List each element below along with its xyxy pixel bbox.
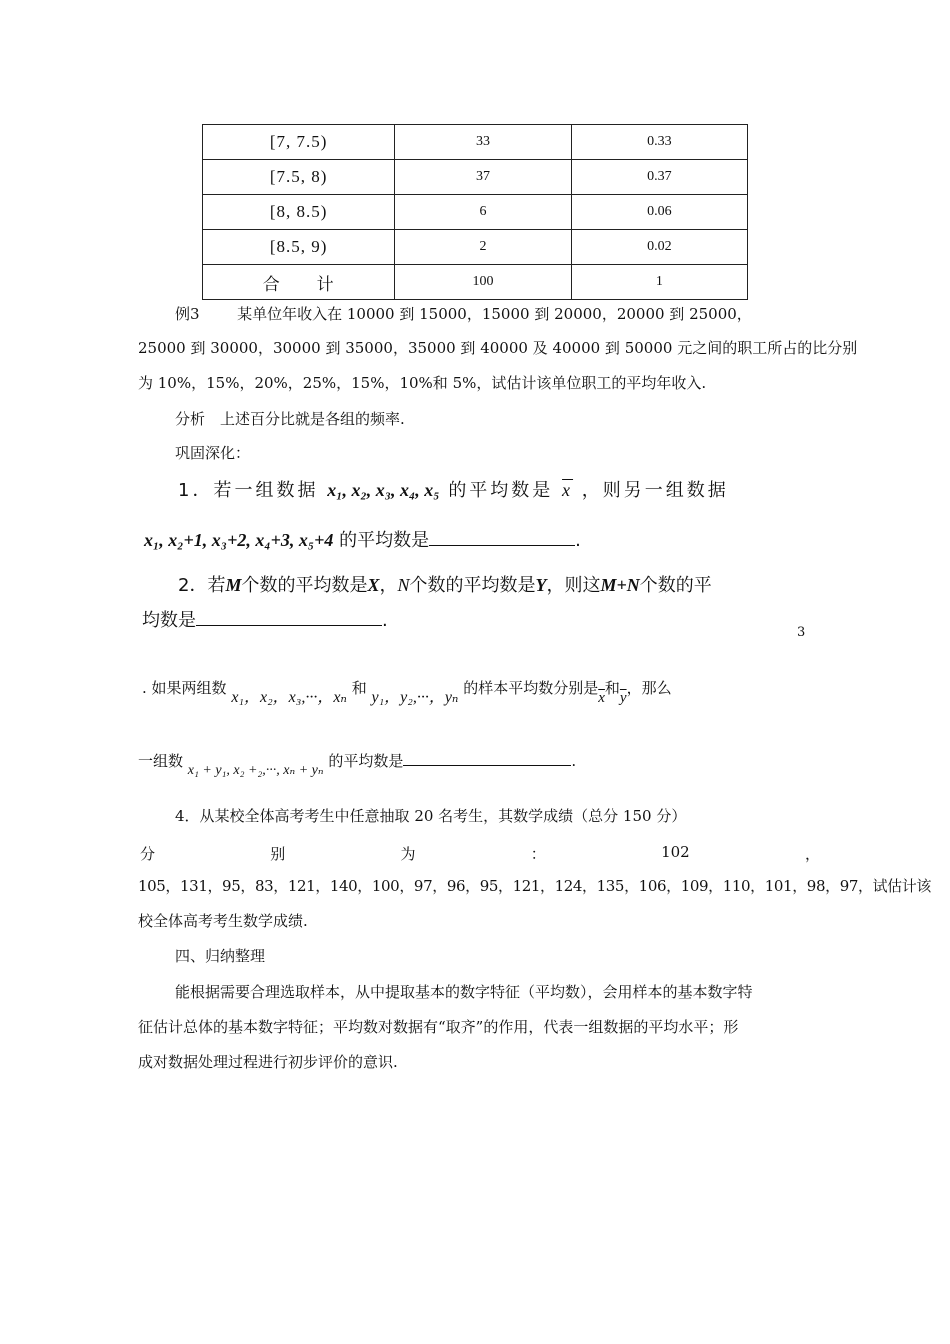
question2-text2: 个数的平均数是: [409, 575, 536, 596]
question2-text1: 个数的平均数是: [241, 575, 368, 596]
frequency-cell: 0.02: [571, 230, 747, 265]
question1-vars: x₁, x₂, x₃, x₄, x₅: [327, 480, 440, 500]
y-bar: $\overline{y}$: [619, 690, 627, 706]
spread-word: 为: [400, 845, 416, 863]
question1-line1: [178, 481, 729, 500]
period: .: [571, 752, 577, 770]
question3-expr: x₁ + y₁, x₂ +₂,···, xₙ + yₙ: [187, 763, 324, 778]
question3-line2: [138, 752, 577, 778]
table-row: [203, 125, 748, 160]
question3-mid: 的样本平均数分别是: [463, 679, 599, 697]
total-count-cell: 100: [395, 265, 571, 300]
frequency-cell: 0.06: [571, 195, 747, 230]
question4-line1: 4．从某校全体高考考生中任意抽取 20 名考生，其数学成绩（总分 150 分）: [175, 807, 687, 825]
question2-text3: ，则这: [546, 575, 601, 596]
frequency-table: [202, 124, 748, 300]
question3-prefix: . 如果两组数: [142, 679, 227, 697]
question3-ys: y₁，y₂,···，yₙ: [371, 689, 459, 706]
var-Y: Y: [535, 575, 547, 595]
question4-line4: 校全体高考考生数学成绩.: [138, 912, 308, 930]
question3-xs: x₁，x₂，x₃,···，xₙ: [231, 689, 347, 706]
total-frequency-cell: 1: [571, 265, 747, 300]
question3-tail: ，那么: [626, 679, 672, 697]
count-cell: 33: [395, 125, 571, 160]
count-cell: 6: [395, 195, 571, 230]
total-label-cell: 合 计: [203, 265, 395, 300]
question3-line2-mid: 的平均数是: [328, 752, 404, 770]
spread-word: 别: [270, 845, 286, 863]
interval-cell: [8, 8.5): [203, 195, 395, 230]
question2-text4: 个数的平: [639, 575, 712, 596]
table-total-row: [203, 265, 748, 300]
var-M: M: [225, 575, 242, 595]
comma: ，: [379, 575, 398, 596]
analysis-text: 分析 上述百分比就是各组的频率.: [175, 410, 405, 428]
spread-word: ：: [530, 845, 546, 863]
example3-text: 某单位年收入在 10000 到 15000，15000 到 20000，20000 到 25000，: [237, 305, 752, 323]
question3-line2-prefix: 一组数: [138, 752, 184, 770]
spread-word: 102: [661, 843, 690, 861]
question4-line3: 105，131，95，83，121，140，100，97，96，95，121，124，135，106，109，110，101，98，97，试估计该: [138, 877, 931, 895]
interval-cell: [7.5, 8): [203, 160, 395, 195]
question1-prefix: 1．若一组数据: [178, 480, 319, 501]
x-bar: $\overline{x}$: [598, 690, 605, 706]
question4-line2: [140, 843, 820, 864]
table-row: [203, 160, 748, 195]
question1-xbar: $\overline{x}$: [562, 480, 574, 500]
question1-middle: 的平均数是: [448, 480, 554, 501]
question1-line2: [144, 531, 581, 550]
answer-blank[interactable]: [196, 625, 382, 626]
example3-label: 例3: [175, 305, 200, 323]
question1-suffix: ，则另一组数据: [581, 480, 729, 501]
question3-line1: [142, 679, 672, 706]
table-row: [203, 230, 748, 265]
spread-word: ，: [804, 845, 820, 863]
and-text: 和: [604, 679, 620, 697]
answer-blank[interactable]: [403, 765, 571, 766]
frequency-cell: 0.33: [571, 125, 747, 160]
section4-line3: 成对数据处理过程进行初步评价的意识.: [138, 1053, 398, 1071]
var-M-plus-N: M+N: [600, 575, 640, 595]
question2-prefix: 2．若: [178, 575, 226, 596]
period: .: [382, 610, 388, 631]
question2-line2: [142, 612, 388, 630]
section4-line1: 能根据需要合理选取样本，从中提取基本的数字特征（平均数），会用样本的基本数字特: [175, 983, 753, 1001]
interval-cell: [8.5, 9): [203, 230, 395, 265]
question1-tail: 的平均数是: [339, 530, 430, 551]
frequency-cell: 0.37: [571, 160, 747, 195]
spread-word: 分: [140, 845, 156, 863]
answer-blank[interactable]: [429, 545, 575, 546]
example3-line1: [175, 307, 752, 322]
question2-line1: [178, 576, 712, 595]
table-row: [203, 195, 748, 230]
question2-line2-text: 均数是: [142, 610, 196, 631]
section4-line2: 征估计总体的基本数字特征；平均数对数据有“取齐”的作用，代表一组数据的平均水平；形: [138, 1018, 739, 1036]
count-cell: 2: [395, 230, 571, 265]
and-text: 和: [351, 679, 367, 697]
question1-expr: x₁, x₂+1, x₃+2, x₄+3, x₅+4: [144, 530, 334, 550]
count-cell: 37: [395, 160, 571, 195]
interval-cell: [7, 7.5): [203, 125, 395, 160]
question3-number: 3: [797, 625, 806, 640]
period: .: [575, 530, 581, 551]
example3-line2: 25000 到 30000，30000 到 35000，35000 到 40000 及 40000 到 50000 元之间的职工所占的比分别: [138, 339, 858, 357]
var-X: X: [367, 575, 380, 595]
section4-title: 四、归纳整理: [175, 947, 266, 965]
example3-line3: 为 10%，15%，20%，25%，15%，10%和 5%，试估计该单位职工的平均年收入.: [138, 374, 707, 392]
var-N: N: [397, 575, 410, 595]
consolidate-heading: 巩固深化：: [175, 444, 251, 462]
